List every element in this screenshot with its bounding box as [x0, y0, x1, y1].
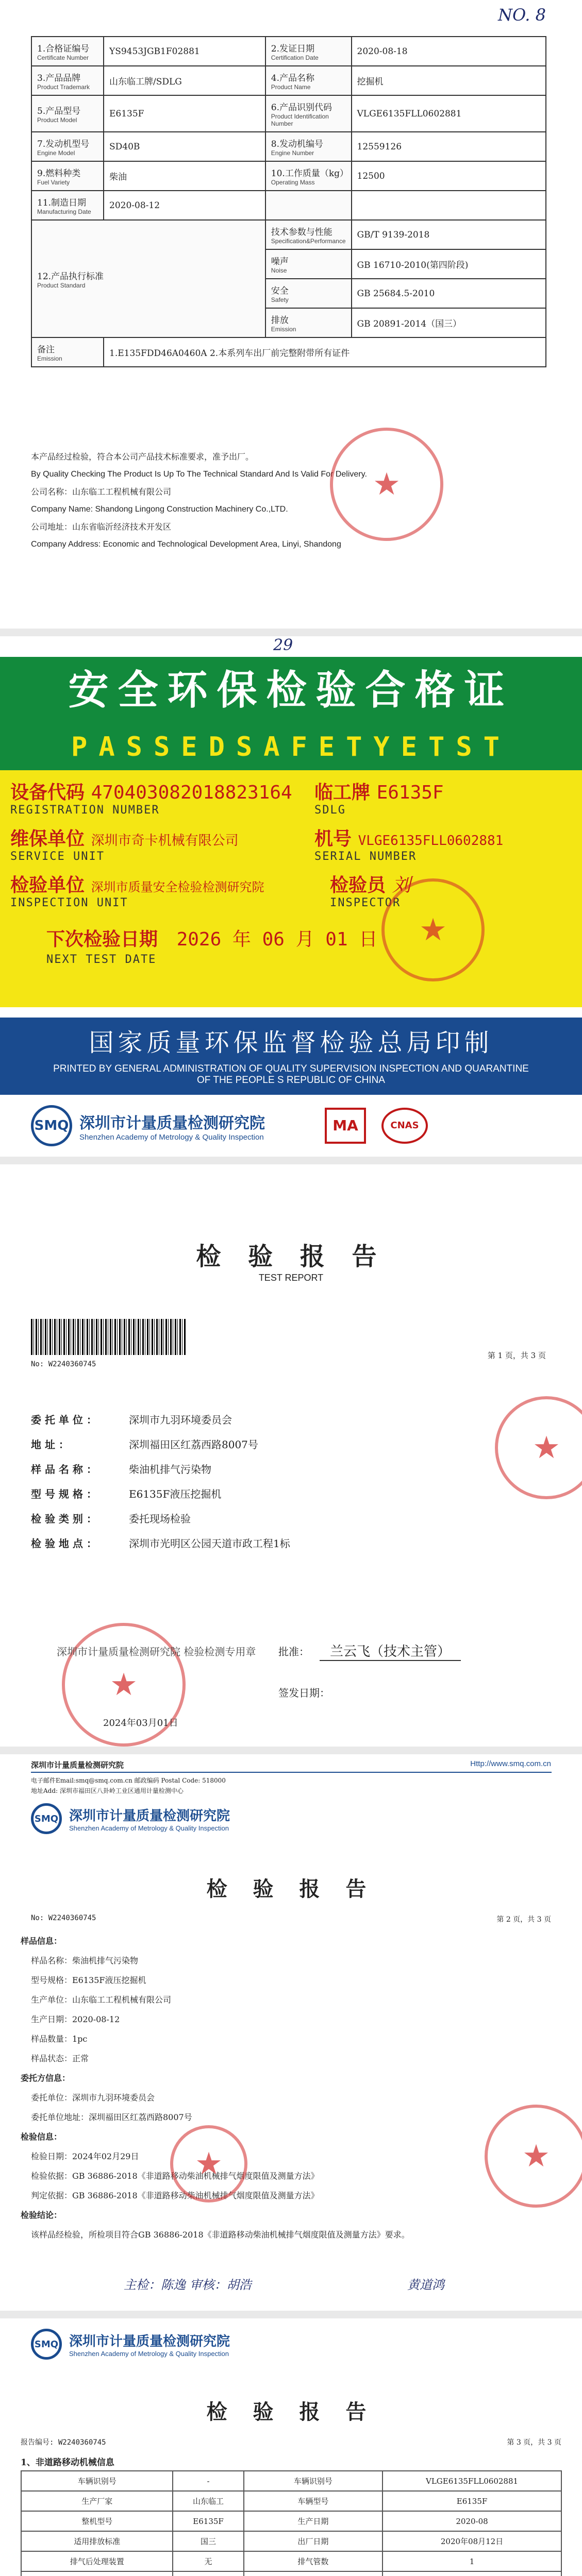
statement-cn: 本产品经过检验，符合本公司产品技术标准要求，准予出厂。: [31, 452, 254, 462]
issuer-band: 国家质量环保监督检验总局印制 PRINTED BY GENERAL ADMINISTRATION OF QUALITY SUPERVISION INSPECTION AND QUARANTINE OF THE PEOPLE S REPUBLIC OF CHINA: [0, 1018, 582, 1095]
table-row: [21, 2471, 561, 2491]
stamp-caption: 深圳市计量质量检测研究院 检验检测专用章: [57, 1646, 256, 1658]
row-value-2: 12559126: [352, 132, 546, 161]
table-cell: 车辆识别号: [21, 2471, 173, 2491]
report-line: 判定依据：GB 36886-2018《非道路移动柴油机械排气烟度限值及测量方法》: [31, 2191, 319, 2200]
table-cell: 车辆型号: [244, 2491, 383, 2511]
certificate-row: [31, 95, 546, 132]
row-value: E6135F: [104, 95, 265, 132]
report-line: 样品信息：: [21, 1936, 62, 1946]
standard-item-value: GB 16710-2010(第四阶段): [352, 249, 546, 279]
service-unit-row: 维保单位 深圳市奇卡机械有限公司: [10, 828, 239, 850]
table-cell: 无: [173, 2551, 243, 2571]
row-label-2: 6.产品识别代码 Product Identification Number: [265, 95, 352, 132]
report-number: 报告编号: W2240360745: [21, 2438, 106, 2447]
certificate-page: [0, 0, 582, 629]
report-line: 型号规格：E6135F液压挖掘机: [31, 1975, 146, 1985]
header-divider: [31, 1772, 552, 1773]
next-test-value: 2026 年 06 月 01 日: [176, 929, 378, 950]
table-cell: 生产厂家: [21, 2491, 173, 2511]
row-label: 11.制造日期 Manufacturing Date: [31, 191, 104, 220]
brand-value: E6135F: [376, 782, 444, 803]
table-cell: 适用排放标准: [21, 2531, 173, 2551]
table-row: [21, 2551, 561, 2571]
table-cell: [21, 2571, 173, 2576]
report-title: 检 验 报 告: [206, 2400, 376, 2424]
report-subtitle: TEST REPORT: [258, 1273, 324, 1283]
report-line: 样品数量：1pc: [31, 2034, 88, 2044]
cnas-mark-icon: CNAS: [381, 1108, 428, 1144]
cma-mark-icon: MA: [325, 1108, 366, 1144]
page-number: 第 2 页，共 3 页: [496, 1916, 551, 1924]
statement-en: By Quality Checking The Product Is Up To The Technical Standard And Is Valid For Delivery.: [31, 470, 367, 479]
machine-info-table: [21, 2470, 562, 2576]
remark-row: [31, 337, 546, 367]
report-detail-page: 深圳市计量质量检测研究院 Http://www.smq.com.cn 电子邮件Email:smq@smq.com.cn 邮政编码 Postal Code: 518000 地址Add: 深圳市福田区八卦岭工业区通用计量检测中心 SMQ 深圳市计量质量检测研究院 Shenzhen Academy of Metrology & Quality Inspection 检 验 报 告 No: W2240360745 第 2 页，共 3 页 样品信息： 样品名称：柴油机排气污染物 型号规格：E6135F液压挖掘机 生产单位：山东临工工程机械有限公司 生产日期：2020-08-12 样品数量：1pc 样品状态：正常 委托方信息： 委托单位：深圳市九羽环境委员会 委托单位地址：深圳福田区红荔西路8007号 检验信息： 检验日期：2024年02月29日 检验依据：GB 36886-2018《非道路移动柴油机械排气烟度限值及测量方法》 判定依据：GB 36886-2018《非道路移动柴油机械排气烟度限值及测量方法》 检验结论： 该样品经检验，所检项目符合GB 36886-2018《非道路移动柴油机械排气烟度限值及测量方法》要求。 ★ ★ 主检：陈逸 审核：胡浩 黄道鸿: [0, 1754, 582, 2311]
row-value-2: 2020-08-18: [352, 37, 546, 66]
table-cell: VLGE6135FLL0602881: [383, 2471, 561, 2491]
standard-item-label: 噪声 Noise: [265, 249, 352, 279]
row-label: 7.发动机型号 Engine Model: [31, 132, 104, 161]
report-line: 检验日期：2024年02月29日: [31, 2151, 139, 2161]
table-cell: [173, 2571, 243, 2576]
section-1-title: 1、非道路移动机械信息: [21, 2458, 114, 2468]
serial-row: 机号 VLGE6135FLL0602881: [314, 828, 504, 850]
row-label-2: 8.发动机编号 Engine Number: [265, 132, 352, 161]
brand-row: 临工牌 E6135F: [314, 782, 444, 803]
table-row: [21, 2491, 561, 2511]
report-line: 委托单位：深圳市九羽环境委员会: [31, 2093, 155, 2103]
table-cell: E6135F: [173, 2511, 243, 2531]
row-label: 1.合格证编号 Certificate Number: [31, 37, 104, 66]
barcode: [31, 1319, 186, 1355]
row-value-2: 挖掘机: [352, 66, 546, 95]
serial-value: VLGE6135FLL0602881: [358, 833, 504, 849]
registration-row: 设备代码 470403082018823164: [10, 782, 292, 803]
date-label: 签发日期：: [278, 1687, 330, 1699]
smq-logo-icon: SMQ: [31, 1803, 62, 1834]
signatures: 主检：陈逸 审核：胡浩: [124, 2278, 252, 2292]
table-row: [21, 2571, 561, 2576]
report-cover-page: [0, 1164, 582, 1747]
row-value-2: VLGE6135FLL0602881: [352, 95, 546, 132]
table-cell: 1: [383, 2551, 561, 2571]
table-cell: 国三: [173, 2531, 243, 2551]
table-row: [21, 2511, 561, 2531]
detail-seal-stamp: [485, 2105, 582, 2208]
report-field: 型 号 规 格 ： E6135F液压挖掘机: [31, 1488, 222, 1500]
table-cell: 山东临工: [173, 2491, 243, 2511]
address-cn: 公司地址：山东省临沂经济技术开发区: [31, 522, 172, 532]
row-value: 柴油: [104, 161, 265, 191]
standard-item-value: GB 20891-2014（国三）: [352, 308, 546, 337]
standard-item-label: 排放 Emission: [265, 308, 352, 337]
report-field: 检 验 类 别 ： 委托现场检验: [31, 1513, 191, 1525]
row-label-2: 10.工作质量（kg） Operating Mass: [265, 161, 352, 191]
inspector-row: 检验员 刘: [330, 874, 411, 896]
issue-date: 2024年03月01日: [103, 1718, 178, 1728]
report-results-page: [0, 2318, 582, 2576]
report-line: 样品名称：柴油机排气污染物: [31, 1956, 139, 1965]
company-cn: 公司名称：山东临工工程机械有限公司: [31, 487, 172, 497]
row-label-2: [265, 191, 352, 220]
row-value-2: [352, 191, 546, 220]
page-number: 第 3 页，共 3 页: [507, 2438, 561, 2447]
row-value-2: 12500: [352, 161, 546, 191]
table-cell: -: [173, 2471, 243, 2491]
registration-value: 470403082018823164: [91, 782, 292, 803]
standard-item-label: 安全 Safety: [265, 279, 352, 308]
row-label-2: 4.产品名称 Product Name: [265, 66, 352, 95]
report-number: No: W2240360745: [31, 1914, 96, 1922]
report-line: 委托方信息：: [21, 2073, 71, 2083]
report-line: 生产日期：2020-08-12: [31, 2014, 120, 2024]
smq-logo-icon: SMQ: [31, 2329, 62, 2360]
table-cell: [244, 2571, 383, 2576]
approver-label: 批准：: [278, 1646, 309, 1658]
institute-logo: SMQ 深圳市计量质量检测研究院 Shenzhen Academy of Metrology & Quality Inspection: [31, 1105, 265, 1146]
page-number: 第 1 页，共 3 页: [487, 1351, 546, 1360]
service-unit-value: 深圳市奇卡机械有限公司: [91, 833, 239, 849]
inspection-unit-row: 检验单位 深圳市质量安全检验检测研究院: [10, 874, 264, 896]
report-title: 检 验 报 告: [196, 1242, 386, 1271]
report-line: 检验依据：GB 36886-2018《非道路移动柴油机械排气烟度限值及测量方法》: [31, 2171, 319, 2181]
certificate-row: [31, 161, 546, 191]
row-label: 5.产品型号 Product Model: [31, 95, 104, 132]
table-cell: E6135F: [383, 2491, 561, 2511]
standard-item-value: GB/T 9139-2018: [352, 220, 546, 249]
table-cell: 车辆识别号: [244, 2471, 383, 2491]
inspector-value: 刘: [392, 875, 411, 896]
detail-seal-stamp-2: [170, 2125, 247, 2202]
report-line: 委托单位地址：深圳福田区红荔西路8007号: [31, 2112, 192, 2122]
passed-safety-test: PASSEDSAFETYETST: [0, 724, 582, 770]
table-cell: 排气后处理装置: [21, 2551, 173, 2571]
header-right[interactable]: Http://www.smq.com.cn: [470, 1759, 551, 1768]
standard-row: [31, 220, 546, 249]
report-field: 样 品 名 称 ： 柴油机排气污染物: [31, 1463, 211, 1476]
standard-label: 12.产品执行标准 Product Standard: [31, 220, 265, 337]
report-field: 检 验 地 点 ： 深圳市光明区公园天道市政工程1标: [31, 1537, 290, 1550]
report-seal-stamp: [495, 1396, 582, 1499]
handwritten-corner-note: NO. 8: [497, 5, 546, 25]
inspection-unit-value: 深圳市质量安全检验检测研究院: [91, 880, 264, 894]
row-value: SD40B: [104, 132, 265, 161]
report-line: 样品状态：正常: [31, 2054, 89, 2063]
report-line: 生产单位：山东临工工程机械有限公司: [31, 1995, 172, 2005]
certificate-table: [31, 36, 546, 367]
handwritten-page-number: 29: [273, 636, 293, 654]
approver-name: 兰云飞（技术主管）: [320, 1641, 461, 1661]
table-cell: [383, 2571, 561, 2576]
smq-logo-icon: SMQ: [31, 1105, 72, 1146]
table-cell: 整机型号: [21, 2511, 173, 2531]
inspection-seal-stamp: [381, 878, 485, 981]
table-cell: 排气管数: [244, 2551, 383, 2571]
table-cell: 出厂日期: [244, 2531, 383, 2551]
next-test-row: 下次检验日期 2026 年 06 月 01 日: [46, 928, 378, 950]
table-cell: 生产日期: [244, 2511, 383, 2531]
certificate-statement: [31, 448, 546, 553]
report-line: 检验信息：: [21, 2132, 62, 2142]
company-en: Company Name: Shandong Lingong Construction Machinery Co.,LTD.: [31, 505, 288, 514]
certificate-row: [31, 37, 546, 66]
certificate-row: [31, 66, 546, 95]
report-line: 该样品经检验，所检项目符合GB 36886-2018《非道路移动柴油机械排气烟度限值及测量方法》要求。: [31, 2230, 410, 2240]
table-cell: 2020-08: [383, 2511, 561, 2531]
standard-item-label: 技术参数与性能 Specification&Performance: [265, 220, 352, 249]
table-row: [21, 2531, 561, 2551]
row-label: 3.产品品牌 Product Trademark: [31, 66, 104, 95]
company-seal-stamp: [330, 428, 443, 541]
remark-label: 备注 Emission: [31, 337, 104, 367]
row-value: 2020-08-12: [104, 191, 265, 220]
row-value: 山东临工牌/SDLG: [104, 66, 265, 95]
row-label-2: 2.发证日期 Certification Date: [265, 37, 352, 66]
pass-title: 安全环保检验合格证: [0, 657, 582, 724]
header-left: 深圳市计量质量检测研究院: [31, 1761, 124, 1770]
address-en: Company Address: Economic and Technological Development Area, Linyi, Shandong: [31, 540, 341, 549]
remark-value: 1.E135FDD46A0460A 2.本系列车出厂前完整附带所有证件: [104, 337, 546, 367]
report-field: 地 址 ： 深圳福田区红荔西路8007号: [31, 1438, 258, 1451]
certificate-row: [31, 132, 546, 161]
report-title: 检 验 报 告: [206, 1877, 376, 1901]
certificate-row: [31, 191, 546, 220]
institute-logo: SMQ 深圳市计量质量检测研究院 Shenzhen Academy of Metrology & Quality Inspection: [31, 1803, 230, 1834]
row-label: 9.燃料种类 Fuel Variety: [31, 161, 104, 191]
report-line: 检验结论：: [21, 2210, 62, 2220]
signature-right: 黄道鸿: [407, 2278, 444, 2292]
institute-logo: SMQ 深圳市计量质量检测研究院 Shenzhen Academy of Metrology & Quality Inspection: [31, 2329, 230, 2360]
pass-certificate-page: 29 安全环保检验合格证 PASSEDSAFETYETST 设备代码 470403082018823164 临工牌 E6135F REGISTRATION NUMBER SDLG 维保单位 深圳市奇卡机械有限公司 机号 VLGE6135FLL0602881 SERVICE UNIT SERIAL NUMBER 检验单位 深圳市质量安全检验检测研究院 检验员 刘 INSPECTION UNIT INSPECTOR 下次检验日期 2026 年 06 月 01 日 NEXT TEST DATE ★ 国家质量环保监督检验总局印制 PRINTED BY GENERAL ADMINISTRATION OF QUALITY SUPERVISION INSPECTION AND QUARANTINE OF THE PEOPLE S REPUBLIC OF CHINA SMQ 深圳市计量质量检测研究院 Shenzhen Academy of Metrology & Quality Inspection MA CNAS: [0, 636, 582, 1157]
report-number: No: W2240360745: [31, 1360, 96, 1368]
standard-item-value: GB 25684.5-2010: [352, 279, 546, 308]
report-field: 委 托 单 位 ： 深圳市九羽环境委员会: [31, 1414, 232, 1426]
row-value: YS9453JGB1F02881: [104, 37, 265, 66]
table-cell: 2020年08月12日: [383, 2531, 561, 2551]
